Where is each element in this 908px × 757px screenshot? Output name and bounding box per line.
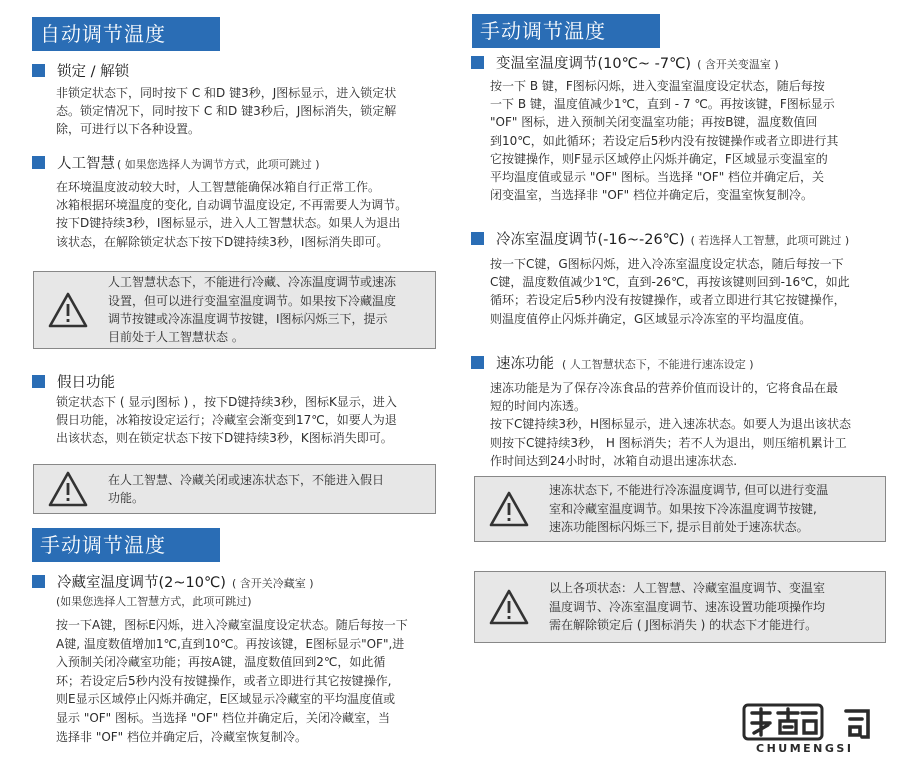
ai-warning-text bbox=[108, 273, 396, 347]
variable-room-title-row bbox=[471, 52, 901, 73]
section-bullet-icon bbox=[32, 575, 45, 588]
text-line: 按下D键持续3秒，I图标显示，进入人工智慧状态。如果人为退出 bbox=[56, 216, 401, 231]
text-line: 则E显示区域停止闪烁并确定，E区域显示冷藏室的平均温度值或 bbox=[56, 692, 396, 707]
ai-subtitle: ( 如果您选择人为调节方式，此项可跳过 ) bbox=[117, 158, 320, 171]
warning-icon bbox=[489, 491, 529, 527]
text-line: 则温度值停止闪烁并确定，G区域显示冷冻室的平均温度值。 bbox=[490, 311, 812, 326]
holiday-section bbox=[32, 371, 442, 448]
warning-icon bbox=[489, 589, 529, 625]
lock-text bbox=[56, 84, 442, 139]
text-line: 一下 B 键，温度值减少1℃，直到 - 7 ℃。再按该键，F图标显示 bbox=[490, 97, 835, 112]
manual-adjust-banner-right: 手动调节温度 bbox=[472, 14, 660, 48]
holiday-title-row bbox=[32, 371, 442, 392]
fridge-subtitle: ( 含开关冷藏室 ) bbox=[231, 577, 314, 590]
holiday-warning-text bbox=[108, 471, 384, 508]
text-line: 入预制关闭冷藏室功能；再按A键，温度数值回到2℃，如此循 bbox=[56, 655, 386, 670]
text-line: 目前处于人工智慧状态 。 bbox=[108, 330, 244, 345]
chumengsi-logo bbox=[738, 699, 908, 757]
section-bullet-icon bbox=[32, 156, 45, 169]
section-bullet-icon bbox=[32, 64, 45, 77]
text-line: 设置，但可以进行变温室温度调节。如果按下冷藏温度 bbox=[108, 293, 397, 308]
fridge-text bbox=[56, 616, 444, 746]
section-bullet-icon bbox=[471, 232, 484, 245]
section-bullet-icon bbox=[471, 56, 484, 69]
text-line: 在环境温度波动较大时，人工智慧能确保冰箱自行正常工作。 bbox=[56, 180, 381, 194]
warning-icon bbox=[48, 471, 88, 507]
text-line: 按一下A键，图标E闪烁，进入冷藏室温度设定状态。随后每按一下 bbox=[56, 618, 408, 632]
text-line: 作时间达到24小时时，冰箱自动退出速冻状态. bbox=[490, 453, 738, 468]
text-line: 出该状态，则在锁定状态下按下D键持续3秒，K图标消失即可。 bbox=[56, 431, 393, 446]
text-line: 速冻功能是为了保存冷冻食品的营养价值而设计的，它将食品在最 bbox=[490, 381, 839, 395]
text-line: 按一下 B 键，F图标闪烁，进入变温室温度设定状态，随后每按 bbox=[490, 79, 825, 93]
text-line: 短的时间内冻透。 bbox=[490, 399, 587, 414]
text-line: 温度调节、冷冻室温度调节、速冻设置功能项操作均 bbox=[549, 599, 826, 614]
holiday-title: 假日功能 bbox=[57, 375, 115, 391]
text-line: 循环；若设定后5秒内没有按键操作，或者立即进行其它按键操作， bbox=[490, 293, 846, 308]
text-line: 它按键操作，则F显示区域停止闪烁并确定，F区域显示变温室的 bbox=[490, 151, 828, 166]
logo-wordmark: CHUMENGSI bbox=[756, 742, 854, 755]
text-line: 功能。 bbox=[108, 491, 145, 505]
text-line: 速冻状态下, 不能进行冷冻温度调节, 但可以进行变温 bbox=[549, 483, 829, 498]
text-line: 态。锁定情况下，同时按下 C 和D 键3秒后，J图标消失，锁定解 bbox=[56, 104, 397, 119]
text-line: "OF" 图标，进入预制关闭变温室功能；再按B键，温度数值回 bbox=[490, 115, 818, 130]
quick-freeze-text bbox=[490, 379, 901, 470]
text-line: 在人工智慧、冷藏关闭或速冻状态下，不能进入假日 bbox=[108, 472, 385, 487]
chumengsi-logo-mark bbox=[738, 699, 908, 757]
variable-room-section bbox=[471, 52, 901, 204]
text-line: 平均温度值或显示 "OF" 图标。当选择 "OF" 档位并确定后，关 bbox=[490, 170, 825, 185]
text-line: 则按下C键持续3秒， H 图标消失；若不人为退出，则压缩机累计工 bbox=[490, 435, 847, 450]
text-line: C键，温度数值减少1℃，直到-26℃，再按该键则回到-16℃，如此 bbox=[490, 275, 850, 290]
ai-warning-box bbox=[33, 271, 436, 349]
variable-room-title: 变温室温度调节(10℃~ -7℃) bbox=[496, 56, 692, 72]
text-line: 速冻功能图标闪烁三下, 提示目前处于速冻状态。 bbox=[549, 520, 809, 535]
lock-title: 锁定 / 解锁 bbox=[57, 64, 130, 80]
fridge-title: 冷藏室温度调节(2~10℃) bbox=[57, 575, 226, 591]
manual-adjust-banner-left: 手动调节温度 bbox=[32, 528, 220, 562]
variable-room-text bbox=[490, 77, 901, 204]
ai-text bbox=[56, 178, 442, 251]
lock-section bbox=[32, 60, 442, 139]
section-bullet-icon bbox=[32, 375, 45, 388]
section-bullet-icon bbox=[471, 356, 484, 369]
quick-freeze-section bbox=[471, 352, 901, 470]
text-line: 非锁定状态下，同时按下 C 和D 键3秒，J图标显示，进入锁定状 bbox=[56, 86, 397, 100]
text-line: 环；若设定后5秒内没有按键操作，或者立即进行其它按键操作, bbox=[56, 673, 392, 688]
freezer-title: 冷冻室温度调节(-16~-26℃) bbox=[496, 232, 685, 248]
text-line: 显示 "OF" 图标。当选择 "OF" 档位并确定后，关闭冷藏室，当 bbox=[56, 710, 391, 725]
text-line: 锁定状态下 ( 显示J图标 ) ，按下D键持续3秒，图标K显示，进入 bbox=[56, 395, 397, 409]
freezer-text bbox=[490, 255, 901, 328]
freezer-section bbox=[471, 228, 901, 328]
fridge-subtitle-2: (如果您选择人工智慧方式，此项可跳过) bbox=[56, 595, 252, 608]
text-line: 选择非 "OF" 档位并确定后，冷藏室恢复制冷。 bbox=[56, 729, 308, 744]
text-line: 调节按键或冷冻温度调节按键，I图标闪烁三下，提示 bbox=[108, 312, 388, 326]
quick-freeze-warning-text bbox=[549, 481, 828, 536]
text-line: 除，可进行以下各种设置。 bbox=[56, 122, 201, 137]
holiday-text bbox=[56, 393, 442, 448]
text-line: 按一下C键，G图标闪烁，进入冷冻室温度设定状态，随后每按一下 bbox=[490, 257, 844, 271]
text-line: 该状态，在解除锁定状态下按下D键持续3秒，I图标消失即可。 bbox=[56, 234, 389, 249]
text-line: 到10℃，如此循环；若设定后5秒内没有按键操作或者立即进行其 bbox=[490, 133, 839, 148]
text-line: 假日功能，冰箱按设定运行；冷藏室会渐变到17℃，如要人为退 bbox=[56, 413, 397, 428]
unlock-requirement-warning-box bbox=[474, 571, 886, 643]
holiday-warning-box bbox=[33, 464, 436, 514]
ai-title-row bbox=[32, 152, 442, 173]
fridge-section bbox=[32, 571, 444, 746]
text-line: 冰箱根据环境温度的变化, 自动调节温度设定, 不再需要人为调节。 bbox=[56, 198, 408, 213]
lock-title-row bbox=[32, 60, 442, 81]
fridge-title-row bbox=[32, 571, 444, 592]
freezer-title-row bbox=[471, 228, 901, 249]
quick-freeze-warning-box bbox=[474, 476, 886, 542]
quick-freeze-title-row bbox=[471, 352, 901, 373]
auto-adjust-banner: 自动调节温度 bbox=[32, 17, 220, 51]
text-line: 人工智慧状态下，不能进行冷藏、冷冻温度调节或速冻 bbox=[108, 275, 397, 290]
unlock-requirement-warning-text bbox=[549, 579, 825, 634]
warning-icon bbox=[48, 292, 88, 328]
text-line: 按下C键持续3秒，H图标显示，进入速冻状态。如要人为退出该状态 bbox=[490, 417, 852, 432]
ai-section bbox=[32, 152, 442, 251]
ai-title: 人工智慧 bbox=[57, 156, 115, 172]
text-line: 需在解除锁定后 ( J图标消失 ) 的状态下才能进行。 bbox=[549, 618, 818, 633]
variable-room-subtitle: ( 含开关变温室 ) bbox=[697, 58, 779, 71]
text-line: 闭变温室，当选择非 "OF" 档位并确定后，变温室恢复制冷。 bbox=[490, 188, 814, 203]
quick-freeze-subtitle: ( 人工智慧状态下，不能进行速冻设定 ) bbox=[562, 358, 754, 371]
text-line: 以上各项状态：人工智慧、冷藏室温度调节、变温室 bbox=[549, 581, 826, 596]
freezer-subtitle: ( 若选择人工智慧，此项可跳过 ) bbox=[690, 234, 850, 247]
quick-freeze-title: 速冻功能 bbox=[496, 356, 554, 372]
text-line: A键, 温度数值增加1℃,直到10℃。再按该键，E图标显示"OF",进 bbox=[56, 636, 405, 651]
text-line: 室和冷藏室温度调节。如果按下冷冻温度调节按键, bbox=[549, 501, 817, 516]
